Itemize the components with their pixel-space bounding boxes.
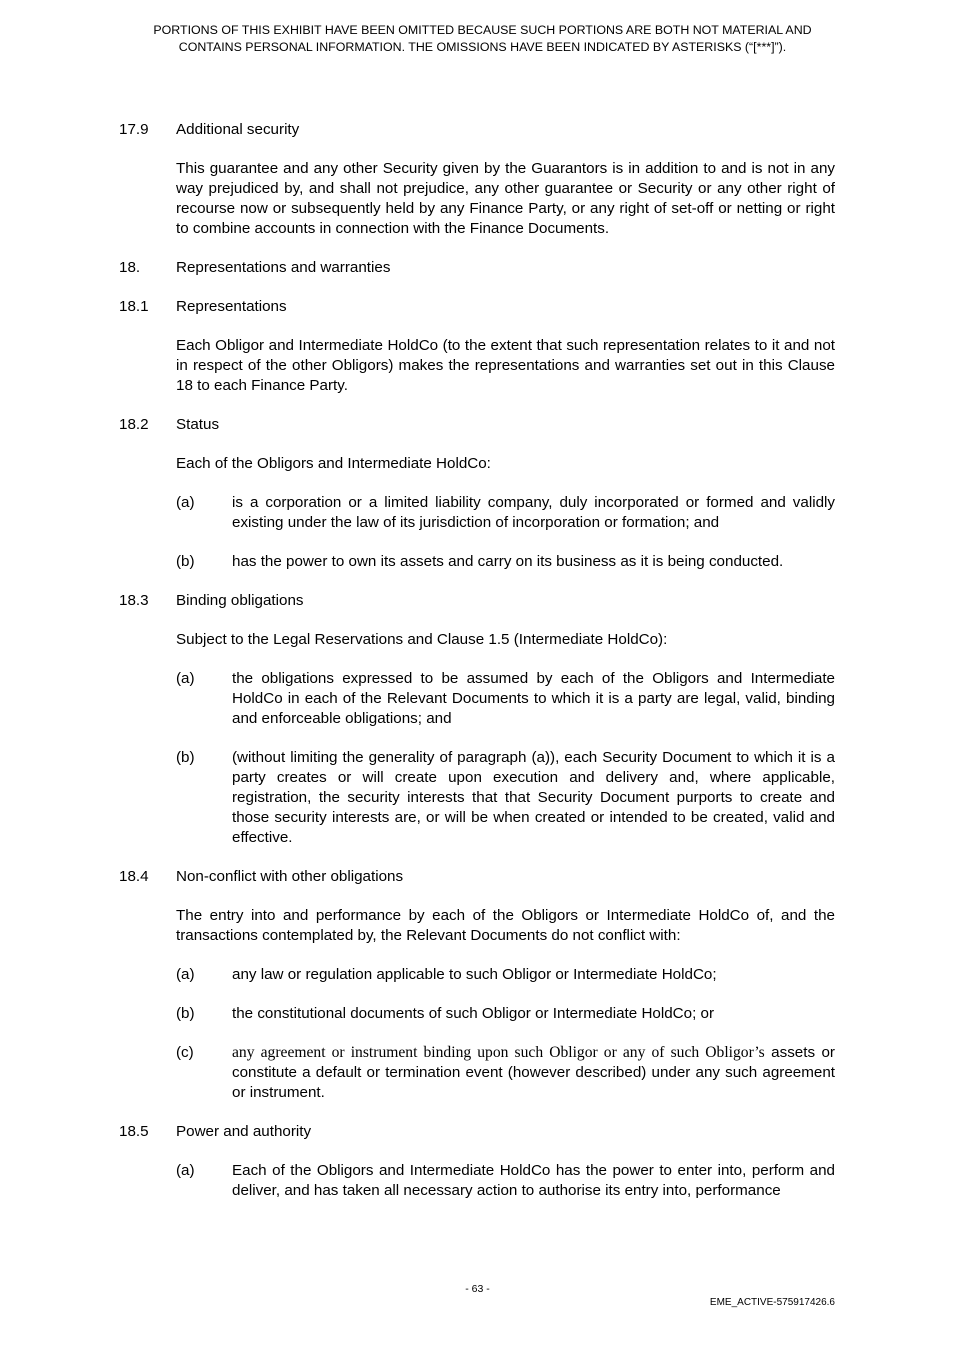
list-item [176, 493, 835, 533]
item-text-rest: assets or constitute a default or termination event (however described) under any such agreement or instrument. [232, 1044, 835, 1101]
item-text: Each of the Obligors and Intermediate HoldCo has the power to enter into, perform and deliver, and has taken all necessary action to authorise its entry into, performance [232, 1162, 835, 1199]
list-item [176, 965, 835, 985]
section-number: 17.9 [119, 121, 149, 138]
list-item [176, 748, 835, 848]
section-title: Non-conflict with other obligations [176, 868, 404, 885]
item-text: any law or regulation applicable to such Obligor or Intermediate HoldCo; [232, 966, 717, 983]
item-label: (b) [176, 553, 195, 570]
item-label: (a) [176, 670, 195, 687]
section-number: 18.4 [119, 868, 149, 885]
item-text [232, 1043, 835, 1103]
item-label: (a) [176, 494, 195, 511]
section-18-4-intro: The entry into and performance by each of the Obligors or Intermediate HoldCo of, and the transactions contemplated by, the Relevant Documents do not conflict with: [176, 907, 835, 944]
item-label: (a) [176, 1162, 195, 1179]
item-text: (without limiting the generality of paragraph (a)), each Security Document to which it is a party creates or will create upon execution and delivery and, where applicable, registration, the security interests that that Security Document purports to create and those security interests are, or will be when created or intended to be created, valid and effective. [232, 749, 835, 846]
section-18-4-heading [119, 867, 835, 887]
section-number: 18.5 [119, 1123, 149, 1140]
section-18-2-intro: Each of the Obligors and Intermediate HoldCo: [176, 455, 491, 472]
section-title: Representations and warranties [176, 259, 391, 276]
list-item [176, 669, 835, 729]
list-item [176, 552, 835, 572]
section-title: Status [176, 416, 220, 433]
section-17-9-body: This guarantee and any other Security given by the Guarantors is in addition to and is not in any way prejudiced by, and shall not prejudice, any other guarantee or Security or any other right of recourse now or subsequently held by any Finance Party, or any right of set-off or netting or right to combine accounts in connection with the Finance Documents. [176, 160, 835, 237]
list-item [176, 1043, 835, 1103]
item-text: the constitutional documents of such Obligor or Intermediate HoldCo; or [232, 1005, 715, 1022]
section-18-1-heading [119, 297, 835, 317]
section-number: 18. [119, 259, 141, 276]
item-text-serif: any agreement or instrument binding upon such Obligor or any of such Obligor’s [232, 1044, 765, 1061]
header-line-1: PORTIONS OF THIS EXHIBIT HAVE BEEN OMITTED BECAUSE SUCH PORTIONS ARE BOTH NOT MATERIAL AND [153, 23, 812, 37]
section-title: Binding obligations [176, 592, 304, 609]
item-text: has the power to own its assets and carry on its business as it is being conducted. [232, 553, 784, 570]
section-number: 18.2 [119, 416, 149, 433]
list-item [176, 1161, 835, 1201]
section-title: Power and authority [176, 1123, 312, 1140]
section-17-9-heading [119, 120, 835, 140]
section-18-heading [119, 258, 835, 278]
section-18-1-body: Each Obligor and Intermediate HoldCo (to the extent that such representation relates to it and not in respect of the other Obligors) makes the representations and warranties set out in this Clause 18 to each Finance Party. [176, 337, 835, 394]
document-body [119, 120, 835, 1201]
document-header [110, 22, 855, 56]
page-number: - 63 - [465, 1283, 490, 1295]
item-text: is a corporation or a limited liability company, duly incorporated or formed and validly existing under the law of its jurisdiction of incorporation or formation; and [232, 494, 835, 531]
section-number: 18.3 [119, 592, 149, 609]
section-18-3-heading [119, 591, 835, 611]
item-label: (c) [176, 1044, 194, 1061]
section-18-2-heading [119, 415, 835, 435]
item-label: (b) [176, 1005, 195, 1022]
item-label: (b) [176, 749, 195, 766]
section-title: Additional security [176, 121, 300, 138]
item-text: the obligations expressed to be assumed by each of the Obligors and Intermediate HoldCo in each of the Relevant Documents to which it is a party are legal, valid, binding and enforceable obligations; and [232, 670, 835, 727]
section-18-5-heading [119, 1122, 835, 1142]
section-18-3-intro: Subject to the Legal Reservations and Clause 1.5 (Intermediate HoldCo): [176, 631, 668, 648]
item-label: (a) [176, 966, 195, 983]
section-number: 18.1 [119, 298, 149, 315]
list-item [176, 1004, 835, 1024]
document-reference: EME_ACTIVE-575917426.6 [709, 1297, 835, 1308]
header-line-2: CONTAINS PERSONAL INFORMATION. THE OMISSIONS HAVE BEEN INDICATED BY ASTERISKS (“[***]”). [178, 40, 787, 54]
section-title: Representations [176, 298, 287, 315]
